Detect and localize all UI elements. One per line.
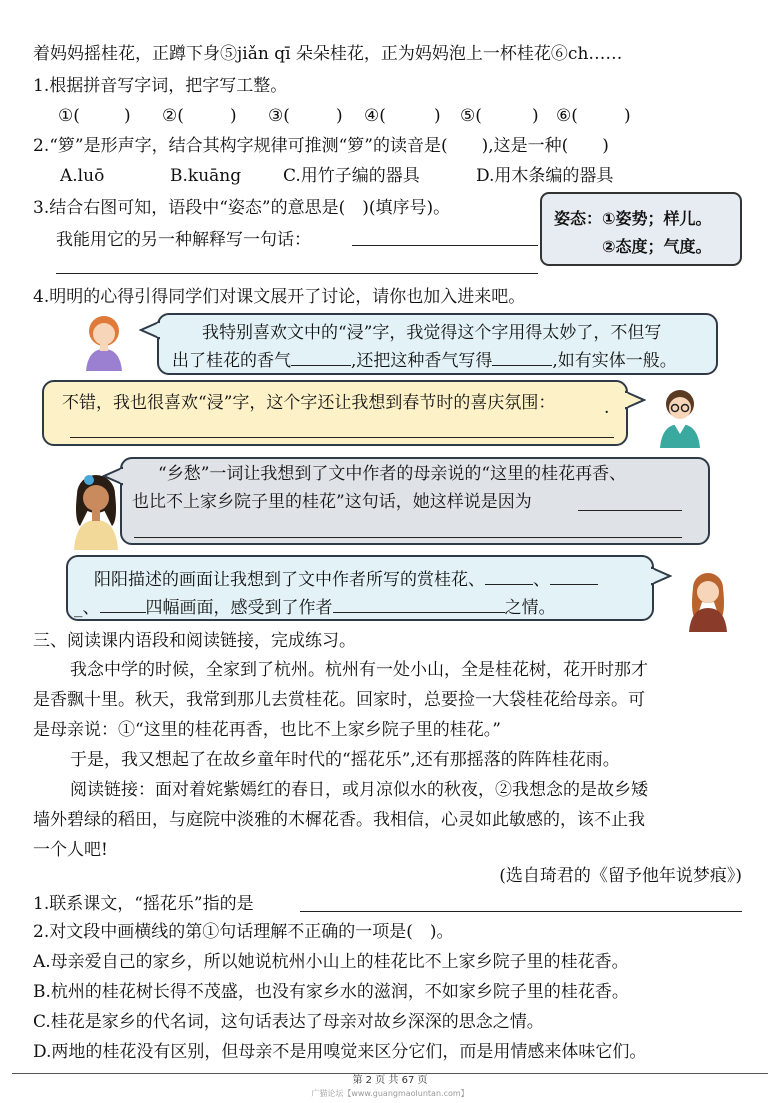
bubble-3-answer-line-1[interactable] (578, 510, 682, 511)
q3-answer-line-2[interactable] (56, 273, 538, 274)
s3-q2-option-a[interactable]: A.母亲爱自己的家乡，所以她说杭州小山上的桂花比不上家乡院子里的桂花香。 (33, 952, 629, 972)
bubble-3-answer-line-2[interactable] (134, 537, 682, 538)
s3-q2-option-c[interactable]: C.桂花是家乡的代名词，这句话表达了母亲对故乡深深的思念之情。 (33, 1012, 544, 1032)
bubble-1-line-1: 我特别喜欢文中的“浸”字，我觉得这个字用得太妙了，不但写 (202, 323, 662, 343)
intro-line: 着妈妈摇桂花，正蹲下身⑤jiǎn qī 朵朵桂花，正为妈妈泡上一杯桂花⑥ch…… (33, 44, 623, 64)
bubble-4-line-2: _、 四幅画面，感受到了作者 之情。 (74, 594, 556, 620)
student-girl-avatar-2 (68, 470, 124, 550)
section-3-title: 三、阅读课内语段和阅读链接，完成练习。 (33, 631, 356, 651)
q4-text: 4.明明的心得引得同学们对课文展开了讨论，请你也加入进来吧。 (33, 287, 526, 307)
s3-q2-option-b[interactable]: B.杭州的桂花树长得不茂盛，也没有家乡水的滋润，不如家乡院子里的桂花香。 (33, 982, 629, 1002)
q3-text: 3.结合右图可知，语段中“姿态”的意思是( )(填序号)。 (33, 198, 451, 218)
q2-option-b[interactable]: B.kuāng (170, 166, 242, 186)
blank-6[interactable]: ⑥( (556, 106, 578, 126)
bubble-1-blank-1[interactable] (291, 347, 351, 366)
bubble-2-answer-line[interactable] (70, 437, 614, 438)
blank-2[interactable]: ②( (162, 106, 184, 126)
blank-5[interactable]: ⑤( (460, 106, 482, 126)
bubble-2-dot: . (604, 398, 610, 418)
bubble-4-blank-3[interactable] (100, 594, 146, 613)
source-citation: (选自琦君的《留予他年说梦痕》) (499, 866, 742, 886)
para-line-3: 是母亲说：①“这里的桂花再香，也比不上家乡院子里的桂花。” (33, 720, 501, 740)
definition-line-1: 姿态：①姿势；样儿。 (554, 209, 712, 228)
definition-line-2: ②态度；气度。 (602, 237, 712, 256)
bubble-3-line-2: 也比不上家乡院子里的桂花”这句话，她这样说是因为 (132, 492, 532, 512)
bubble-4-blank-4[interactable] (333, 594, 505, 613)
q2-option-c[interactable]: C.用竹子编的器具 (283, 166, 420, 186)
para-line-4: 于是，我又想起了在故乡童年时代的“摇花乐”,还有那摇落的阵阵桂花雨。 (70, 750, 620, 770)
q3-sub: 我能用它的另一种解释写一句话： (56, 230, 311, 250)
q1-text: 1.根据拼音写字词，把字写工整。 (33, 76, 288, 96)
para-line-5: 阅读链接：面对着姹紫嫣红的春日，或月凉似水的秋夜，②我想念的是故乡矮 (70, 780, 648, 800)
page-number: 第 2 页 共 67 页 (352, 1075, 428, 1086)
student-boy-avatar (655, 386, 705, 448)
bubble-2-tail (624, 390, 646, 410)
q2-option-a[interactable]: A.luō (60, 166, 105, 186)
para-line-1: 我念中学的时候，全家到了杭州。杭州有一处小山，全是桂花树，花开时那才 (70, 660, 648, 680)
q3-answer-line-1[interactable] (352, 245, 538, 246)
para-line-7: 一个人吧! (33, 840, 108, 860)
bubble-4-blank-1[interactable] (485, 566, 533, 585)
student-girl-avatar-3 (684, 570, 732, 632)
bubble-1-blank-2[interactable] (492, 347, 552, 366)
bubble-4-tail (650, 566, 672, 586)
watermark: 广猫论坛【www.guangmaoluntan.com】 (311, 1089, 469, 1098)
s3-q1-answer-line[interactable] (300, 911, 742, 912)
s3-q2-text: 2.对文段中画横线的第①句话理解不正确的一项是( )。 (33, 922, 454, 942)
student-girl-avatar-1 (80, 313, 128, 371)
bubble-2-line-1: 不错，我也很喜欢“浸”字，这个字还让我想到春节时的喜庆氛围： (62, 393, 556, 413)
bubble-4-line-1: 阳阳描述的画面让我想到了文中作者所写的赏桂花、 、 (94, 566, 598, 592)
bubble-3-line-1: “乡愁”一词让我想到了文中作者的母亲说的“这里的桂花再香、 (158, 464, 627, 484)
q2-option-d[interactable]: D.用木条编的器具 (476, 166, 614, 186)
blank-4[interactable]: ④( (364, 106, 386, 126)
blank-3[interactable]: ③( (268, 106, 290, 126)
q2-text: 2.“箩”是形声字，结合其构字规律可推测“箩”的读音是( ),这是一种( ) (33, 136, 609, 156)
s3-q1-text: 1.联系课文，“摇花乐”指的是 (33, 894, 254, 914)
bubble-1-tail (139, 320, 161, 340)
bubble-4-blank-2[interactable] (550, 566, 598, 585)
bubble-1-line-2: 出了桂花的香气 ,还把这种香气写得 ,如有实体一般。 (172, 347, 677, 373)
blank-1[interactable]: ①( (58, 106, 80, 126)
para-line-2: 是香飘十里。秋天，我常到那儿去赏桂花。回家时，总要捡一大袋桂花给母亲。可 (33, 690, 645, 710)
s3-q2-option-d[interactable]: D.两地的桂花没有区别，但母亲不是用嗅觉来区分它们，而是用情感来体味它们。 (33, 1042, 647, 1062)
definition-box (540, 192, 742, 266)
para-line-6: 墙外碧绿的稻田，与庭院中淡雅的木樨花香。我相信，心灵如此敏感的，该不止我 (33, 810, 645, 830)
